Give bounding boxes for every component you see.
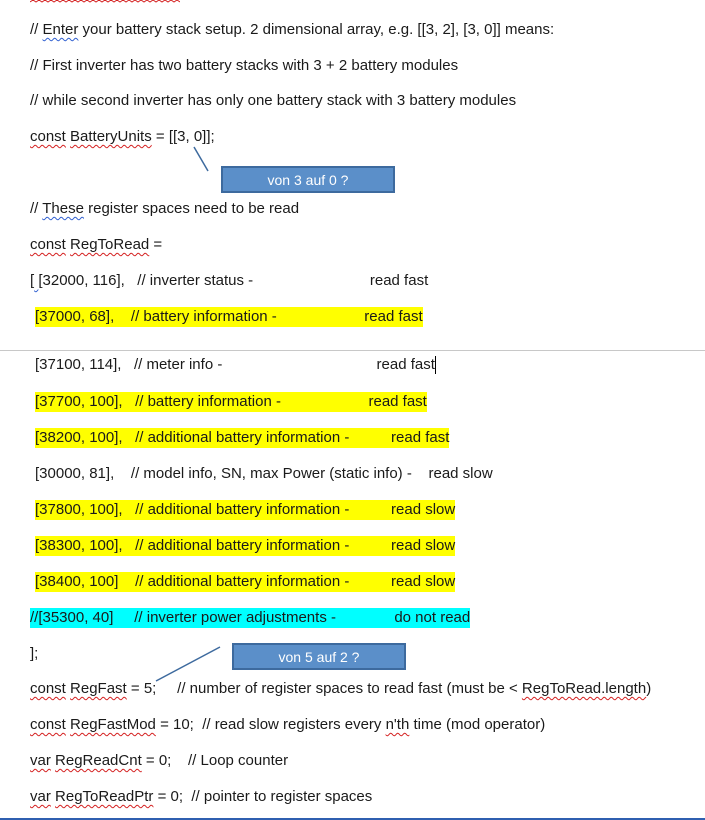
- code-line-14: [38300, 100], // additional battery information - read slow: [35, 537, 456, 554]
- code-line-15: [38400, 100] // additional battery information - read slow: [35, 573, 456, 590]
- page-break-divider: [0, 350, 705, 351]
- comment-note-1[interactable]: von 3 auf 0 ?: [221, 166, 395, 193]
- code-line-3: // while second inverter has only one battery stack with 3 battery modules: [30, 92, 517, 109]
- code-line-6: const RegToRead =: [30, 236, 163, 253]
- code-line-8: [37000, 68], // battery information - read fast: [35, 308, 423, 325]
- code-line-21: var RegToReadPtr = 0; // pointer to register spaces: [30, 788, 373, 805]
- code-line-11: [38200, 100], // additional battery information - read fast: [35, 429, 450, 446]
- code-line-1: // Enter your battery stack setup. 2 dimensional array, e.g. [[3, 2], [3, 0]] means:: [30, 21, 555, 38]
- comment-note-2[interactable]: von 5 auf 2 ?: [232, 643, 406, 670]
- code-line-7: [ [32000, 116], // inverter status - read fast: [30, 272, 429, 289]
- code-line-10: [37700, 100], // battery information - read fast: [35, 393, 427, 410]
- code-line-12: [30000, 81], // model info, SN, max Power (static info) - read slow: [35, 465, 493, 482]
- code-line-19: const RegFastMod = 10; // read slow registers every n'th time (mod operator): [30, 716, 546, 733]
- code-line-9: [37100, 114], // meter info - read fast: [35, 356, 435, 373]
- callout-pointer-2: [150, 644, 225, 684]
- code-line-13: [37800, 100], // additional battery information - read slow: [35, 501, 456, 518]
- code-line-18: const RegFast = 5; // number of register spaces to read fast (must be < RegToRead.length): [30, 680, 652, 697]
- code-line-2: // First inverter has two battery stacks with 3 + 2 battery modules: [30, 57, 459, 74]
- code-line-20: var RegReadCnt = 0; // Loop counter: [30, 752, 289, 769]
- text-cursor: [435, 356, 436, 374]
- code-line-17: ];: [30, 645, 39, 662]
- spellcheck-remnant: [30, 0, 180, 3]
- code-line-16: //[35300, 40] // inverter power adjustments - do not read: [30, 609, 471, 626]
- code-line-5: // These register spaces need to be read: [30, 200, 300, 217]
- code-line-4: const BatteryUnits = [[3, 0]];: [30, 128, 215, 145]
